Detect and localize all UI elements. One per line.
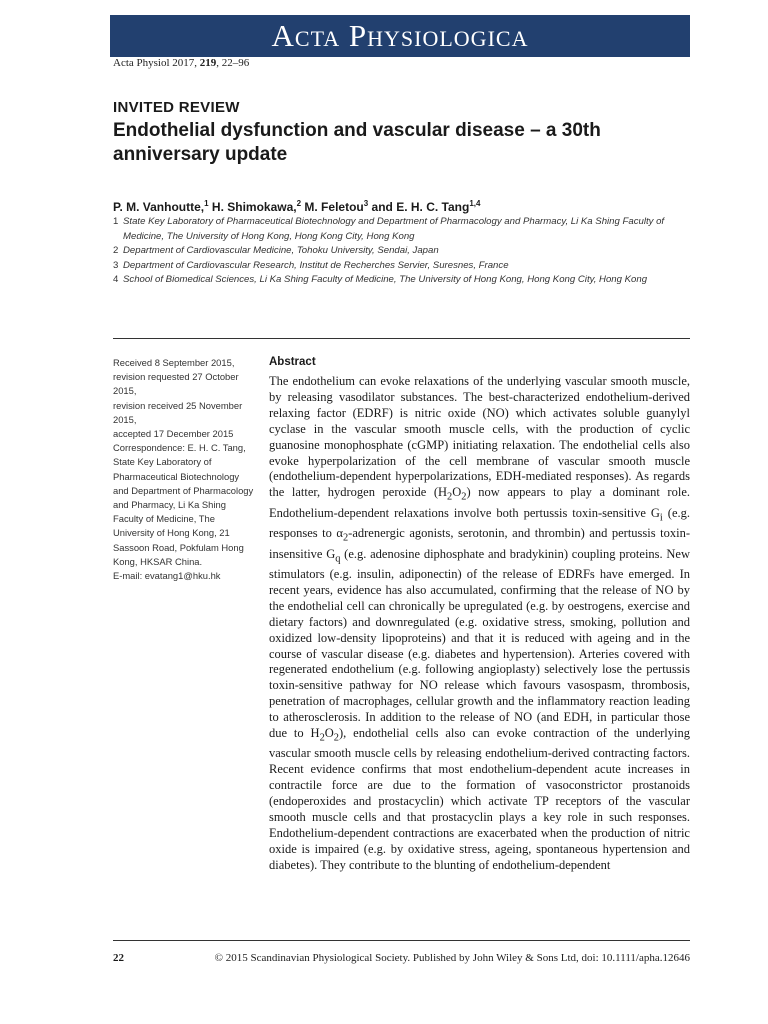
author-affil-ref: 2 bbox=[296, 199, 302, 208]
section-label: INVITED REVIEW bbox=[113, 99, 240, 116]
citation-line bbox=[113, 57, 249, 69]
page-number: 22 bbox=[113, 952, 124, 964]
abstract-subscript: 2 bbox=[461, 491, 467, 503]
author-name: H. Shimokawa, bbox=[208, 200, 297, 214]
citation-pages: , 22–96 bbox=[216, 57, 250, 69]
abstract-text: (e.g. responses to α bbox=[269, 505, 690, 541]
abstract-text: (e.g. adenosine diphosphate and bradykinin) coupling proteins. New stimulators (e.g. insulin, adiponectin) of the release of EDRFs have emerged. In recent years, evidence has also accumulated, confirming that the release of NO by the endothelial cell can chronically be upregulated (e.g. by oestrogens, exercise and dietary factors) and downregulated (e.g. oxidative stress, smoking, pollution and oxidized low-density lipoproteins) and that it is reduced with ageing and in the course of vascular disease (e.g. diabetes and hypertension). Arteries covered with regenerated endothelium (e.g. following angioplasty) selectively lose the pertussis toxin-sensitive pathway for NO release which favours vasospasm, thrombosis, penetration of macrophages, cellular growth and the inflammatory reaction leading to atherosclerosis. In addition to the release of NO (and EDH, in particular those due to bbox=[269, 546, 690, 741]
correspondence: Correspondence: E. H. C. Tang, State Key Laboratory of Pharmaceutical Biotechnology and Department of Pharmacology and Pharmacy, Li Ka Shing Faculty of Medicine, The University of Hong Kong, 21 Sassoon Road, Pokfulam Hong Kong, HKSAR China. bbox=[113, 442, 254, 567]
affiliation-text: State Key Laboratory of Pharmaceutical Biotechnology and Department of Pharmacology and Pharmacy, Li Ka Shing Faculty of Medicine, The University of Hong Kong, Hong Kong City, Hong Kong bbox=[123, 216, 665, 242]
article-history-sidebar bbox=[113, 356, 255, 583]
affiliation-list bbox=[113, 215, 693, 288]
affiliation-text: Department of Cardiovascular Medicine, Tohoku University, Sendai, Japan bbox=[123, 245, 439, 256]
abstract-subscript: 2 bbox=[447, 491, 453, 503]
copyright-line: © 2015 Scandinavian Physiological Society. Published by John Wiley & Sons Ltd, doi: 10.1111/apha.12646 bbox=[214, 952, 690, 964]
affiliation-item bbox=[113, 244, 693, 259]
author-list bbox=[113, 199, 480, 214]
affiliation-item bbox=[113, 215, 693, 244]
affiliation-number: 4 bbox=[113, 274, 119, 285]
abstract-subscript: 2 bbox=[342, 532, 349, 544]
abstract-text: -adrenergic agonists, serotonin, and thrombin) and pertussis toxin-insensitive G bbox=[269, 526, 691, 561]
received-date: Received 8 September 2015, bbox=[113, 357, 235, 368]
correspondence-email: E-mail: evatang1@hku.hk bbox=[113, 570, 221, 582]
abstract-text: O bbox=[324, 726, 334, 741]
accepted-date: accepted 17 December 2015 bbox=[113, 428, 234, 440]
abstract-subscript: q bbox=[335, 553, 341, 565]
abstract-text: O bbox=[452, 485, 462, 500]
affiliation-item bbox=[113, 259, 693, 274]
journal-name: Acta Physiologica bbox=[271, 18, 529, 53]
affiliation-text: Department of Cardiovascular Research, Institut de Recherches Servier, Suresnes, France bbox=[123, 259, 509, 271]
author-name: and E. H. C. Tang bbox=[368, 200, 470, 214]
affiliation-text: School of Biomedical Sciences, Li Ka Shing Faculty of Medicine, The University of Hong Kong, Hong Kong City, Hong Kong bbox=[123, 274, 648, 285]
header-divider bbox=[113, 338, 690, 339]
revision-requested-date: revision requested 27 October 2015, bbox=[113, 371, 239, 397]
abstract-heading: Abstract bbox=[269, 356, 316, 368]
abstract-text: ), endothelial cells also can evoke contraction of the underlying vascular smooth muscle cells by releasing endothelium-derived contracting factors. Recent evidence confirms that most endothelium-dependent acute increases in contractile force are due to the formation of vasoconstrictor prostanoids (endoperoxides and prostacyclin) which activate TP receptors of the vascular smooth muscle cells and that prostacyclin plays a key role in such responses. Endothelium-dependent contractions are exacerbated when the production of nitric oxide is impaired (e.g. by oxidative stress, ageing, spontaneous hypertension and diabetes). They contribute to the blunting of endothelium-dependent bbox=[269, 726, 690, 872]
author-affil-ref: 1,4 bbox=[469, 199, 481, 208]
author-affil-ref: 1 bbox=[204, 199, 209, 208]
abstract-text: ) now appears to play a dominant role. Endothelium-dependent relaxations involve both pertussis toxin-sensitive G bbox=[269, 485, 690, 520]
article-title: Endothelial dysfunction and vascular disease – a 30th anniversary update bbox=[113, 120, 601, 165]
affiliation-item bbox=[113, 273, 693, 288]
citation-volume: 219 bbox=[199, 57, 217, 69]
revision-received-date: revision received 25 November 2015, bbox=[113, 399, 243, 425]
abstract-subscript: i bbox=[659, 512, 663, 524]
affiliation-number: 2 bbox=[113, 245, 119, 256]
author-name: M. Feletou bbox=[301, 200, 364, 214]
affiliation-number: 1 bbox=[113, 216, 119, 227]
abstract-text: H bbox=[310, 726, 320, 741]
citation-prefix: Acta Physiol 2017, bbox=[113, 57, 200, 69]
journal-banner bbox=[110, 15, 690, 57]
author-name: P. M. Vanhoutte, bbox=[113, 200, 205, 214]
abstract-body bbox=[269, 374, 690, 874]
footer-divider bbox=[113, 940, 690, 941]
affiliation-number: 3 bbox=[113, 259, 119, 271]
abstract-subscript: 2 bbox=[319, 732, 325, 744]
abstract-subscript: 2 bbox=[333, 732, 339, 744]
author-affil-ref: 3 bbox=[363, 199, 369, 208]
abstract-text: The endothelium can evoke relaxations of the underlying vascular smooth muscle, by releasing vasodilator substances. The best-characterized endothelium-derived relaxing factor (EDRF) is nitric oxide (NO) which activates soluble guanylyl cyclase in the vascular smooth muscle cells, with the production of cyclic guanosine monophosphate (cGMP) initiating relaxation. The endothelial cells also evoke hyperpolarization of the cell membrane of vascular smooth muscle (endothelium-dependent hyperpolarizations, EDH-mediated responses). As regards the latter, hydrogen peroxide ( bbox=[269, 374, 690, 500]
abstract-text: H bbox=[438, 485, 448, 500]
